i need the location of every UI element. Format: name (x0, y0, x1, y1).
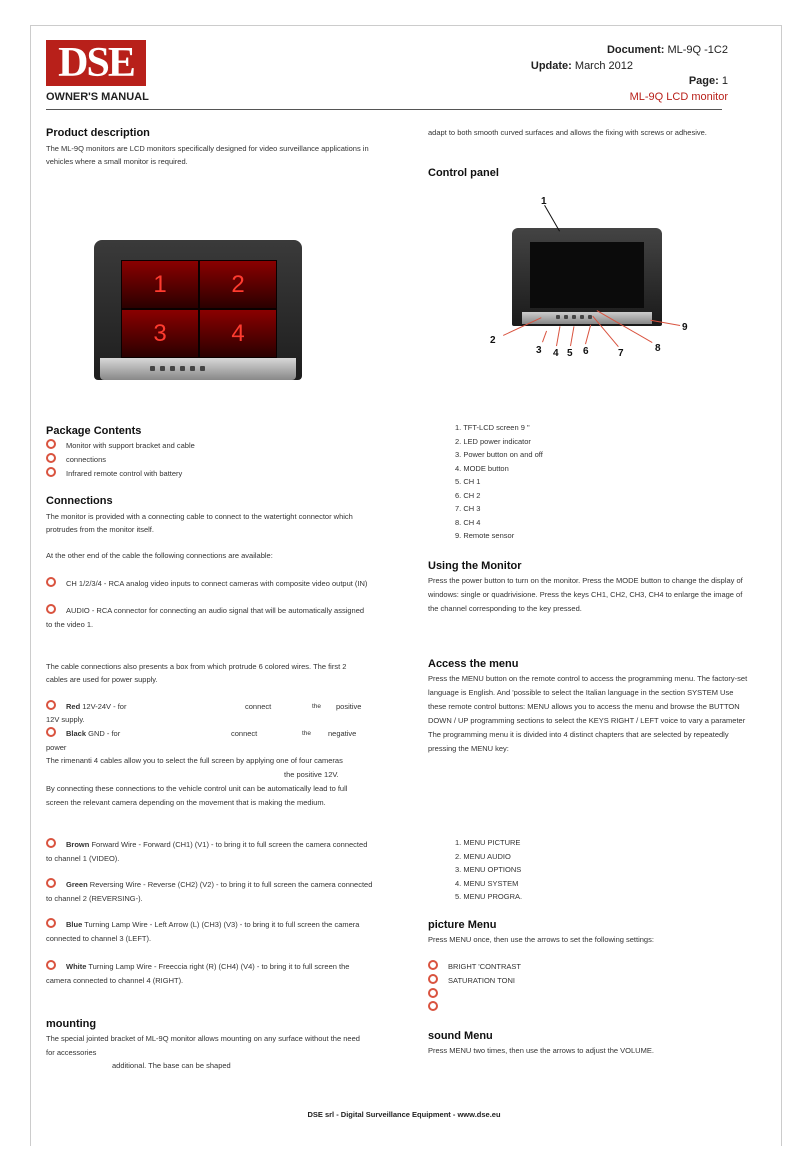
access-text-4: DOWN / UP programming sections to select the KEYS RIGHT / LEFT voice to vary a parameter (428, 716, 746, 725)
mount-text-2: for accessories (46, 1048, 97, 1057)
blue-label: Blue (66, 920, 83, 929)
menu-item: 5. MENU PROGRA. (455, 892, 523, 901)
menu-item: 2. MENU AUDIO (455, 851, 511, 861)
package-item-text: Infrared remote control with battery (66, 469, 183, 478)
conn-ch-text: CH 1/2/3/4 - RCA analog video inputs to connect cameras with composite video output (IN) (66, 579, 368, 588)
callout-9: 9 (682, 322, 688, 333)
package-item (46, 467, 182, 481)
black-text: GND - for (88, 729, 121, 738)
owners-manual-label: OWNER'S MANUAL (46, 91, 149, 103)
monitor-button (180, 366, 185, 371)
black-word-3: negative (328, 729, 357, 738)
red-word-2: the (312, 703, 322, 710)
brown-wire-item (46, 838, 367, 852)
callout-6: 6 (583, 346, 589, 357)
conn-ch-item (46, 577, 367, 591)
bullet-icon (46, 700, 56, 710)
red-text: 12V-24V - for (82, 702, 127, 711)
update-value: March 2012 (574, 60, 633, 72)
brown-label: Brown (66, 840, 90, 849)
white-wire-item (46, 960, 349, 974)
product-text-1: The ML-9Q monitors are LCD monitors specifically designed for video surveillance applications in (46, 144, 369, 153)
using-text-3: the channel corresponding to the key pressed. (428, 604, 582, 613)
monitor-button (170, 366, 175, 371)
bullet-icon (46, 439, 56, 449)
bullet-icon (46, 878, 56, 888)
black-wire-item (46, 727, 120, 741)
menu-list (455, 836, 522, 904)
access-text-2: language is English. And 'possible to select the Italian language in the section SYSTEM Use (428, 688, 734, 697)
callout-8: 8 (655, 343, 661, 354)
picture-item (428, 1001, 448, 1015)
picture-item-text: SATURATION TONI (448, 976, 515, 985)
update-label: Update: (530, 60, 572, 72)
red-label: Red (66, 702, 81, 711)
using-text-2: windows: single or quadrivisione. Press the keys CH1, CH2, CH3, CH4 to enlarge the image of (428, 590, 743, 599)
control-item: 1. TFT-LCD screen 9 " (455, 423, 530, 432)
product-title: Product description (46, 127, 150, 139)
bullet-icon (46, 727, 56, 737)
control-panel-monitor (512, 228, 662, 326)
sound-text: Press MENU two times, then use the arrows to adjust the VOLUME. (428, 1046, 654, 1055)
rim-text-3: By connecting these connections to the vehicle control unit can be automatically lead to full (46, 784, 348, 793)
connections-title: Connections (46, 495, 113, 507)
model-label: ML-9Q LCD monitor (629, 91, 728, 103)
package-item (46, 453, 106, 467)
conn-audio-text: AUDIO - RCA connector for connecting an audio signal that will be automatically assigned (66, 606, 365, 615)
rim-text-4: screen the relevant camera depending on the movement that is making the medium. (46, 798, 326, 807)
document-value: ML-9Q -1C2 (667, 44, 728, 56)
red-wire-item (46, 700, 126, 714)
update-line (531, 60, 633, 72)
monitor-base (100, 358, 296, 380)
black-word-1: connect (231, 729, 258, 738)
control-item: 7. CH 3 (455, 504, 481, 513)
quad-3: 3 (122, 310, 198, 357)
blue-wire-item (46, 918, 359, 932)
picture-item-text: BRIGHT 'CONTRAST (448, 962, 521, 971)
document-label: Document: (606, 44, 665, 56)
footer: DSE srl - Digital Surveillance Equipment - www.dse.eu (307, 1110, 501, 1119)
sound-title: sound Menu (428, 1030, 493, 1042)
bullet-icon (428, 1001, 438, 1011)
quad-2: 2 (200, 261, 276, 308)
header-divider (46, 109, 722, 110)
green-wire-item (46, 878, 372, 892)
monitor-button (190, 366, 195, 371)
cable-text-2: cables are used for power supply. (46, 675, 158, 684)
red-word-1: connect (245, 702, 272, 711)
monitor-quad-image (94, 240, 302, 380)
using-text-1: Press the power button to turn on the monitor. Press the MODE button to change the display of (428, 576, 743, 585)
white-text: Turning Lamp Wire - Freeccia right (R) (CH4) (V4) - to bring it to full screen the (88, 962, 350, 971)
picture-text: Press MENU once, then use the arrows to set the following settings: (428, 935, 654, 944)
page-line (689, 75, 728, 87)
green-label: Green (66, 880, 88, 889)
green-text: Reversing Wire - Reverse (CH2) (V2) - to bring it to full screen the camera connected (89, 880, 373, 889)
callout-3: 3 (536, 345, 542, 356)
page-label: Page: (688, 75, 719, 87)
picture-item (428, 960, 521, 974)
control-list (455, 421, 543, 543)
red-text-2: 12V supply. (46, 715, 85, 724)
monitor-button (200, 366, 205, 371)
control-item: 2. LED power indicator (455, 436, 531, 446)
callout-1: 1 (541, 196, 547, 207)
control-title: Control panel (428, 167, 499, 179)
green-text-2: to channel 2 (REVERSING-). (46, 894, 143, 903)
control-item: 4. MODE button (455, 463, 509, 473)
bullet-icon (46, 577, 56, 587)
cable-text-1: The cable connections also presents a box from which protrude 6 colored wires. The first 2 (46, 662, 347, 671)
conn-audio-text-2: to the video 1. (46, 620, 94, 629)
access-text-6: pressing the MENU key: (428, 744, 509, 753)
callout-5: 5 (567, 348, 573, 359)
brown-text: Forward Wire - Forward (CH1) (V1) - to bring it to full screen the camera connected (91, 840, 368, 849)
rim-text-1: The rimenanti 4 cables allow you to select the full screen by applying one of four cameras (46, 756, 343, 765)
black-word-2: the (302, 730, 312, 737)
conn-text-3: At the other end of the cable the following connections are available: (46, 551, 273, 560)
quad-4: 4 (200, 310, 276, 357)
panel-button (580, 315, 584, 319)
callout-4: 4 (553, 348, 559, 359)
picture-title: picture Menu (428, 919, 497, 931)
control-item: 3. Power button on and off (455, 450, 543, 459)
picture-item (428, 974, 515, 988)
dse-logo: DSE (46, 40, 146, 86)
control-item: 6. CH 2 (455, 490, 481, 500)
white-label: White (66, 962, 87, 971)
control-item: 8. CH 4 (455, 517, 481, 527)
conn-text-2: protrudes from the monitor itself. (46, 525, 154, 534)
white-text-2: camera connected to channel 4 (RIGHT). (46, 976, 184, 985)
blue-text-2: connected to channel 3 (LEFT). (46, 934, 152, 943)
bullet-icon (46, 918, 56, 928)
access-title: Access the menu (428, 658, 519, 670)
right-top-text: adapt to both smooth curved surfaces and allows the fixing with screws or adhesive. (428, 128, 707, 137)
control-monitor-screen (530, 242, 644, 308)
monitor-button (160, 366, 165, 371)
menu-item: 1. MENU PICTURE (455, 838, 521, 847)
using-title: Using the Monitor (428, 560, 522, 572)
access-text-5: The programming menu it is divided into 4 distinct chapters that are selected by repeatedly (428, 730, 729, 739)
menu-item: 4. MENU SYSTEM (455, 878, 519, 888)
conn-audio-item (46, 604, 364, 618)
bullet-icon (46, 453, 56, 463)
picture-item (428, 988, 448, 1002)
package-item (46, 439, 195, 453)
callout-2: 2 (490, 335, 496, 346)
bullet-icon (428, 960, 438, 970)
bullet-icon (428, 988, 438, 998)
page-value: 1 (721, 75, 728, 87)
panel-button (564, 315, 568, 319)
panel-button (572, 315, 576, 319)
red-word-3: positive (336, 702, 362, 711)
blue-text: Turning Lamp Wire - Left Arrow (L) (CH3) (V3) - to bring it to full screen the camera (84, 920, 360, 929)
bullet-icon (46, 604, 56, 614)
brown-text-2: to channel 1 (VIDEO). (46, 854, 120, 863)
panel-button (556, 315, 560, 319)
package-title: Package Contents (46, 425, 142, 437)
package-item-text: connections (66, 455, 107, 464)
menu-item: 3. MENU OPTIONS (455, 865, 522, 874)
control-item: 5. CH 1 (455, 477, 481, 486)
mount-text-3: additional. The base can be shaped (112, 1061, 231, 1070)
black-label: Black (66, 729, 87, 738)
control-item: 9. Remote sensor (455, 531, 515, 540)
bullet-icon (46, 467, 56, 477)
access-text-3: these remote control buttons: MENU allows you to access the menu and browse the BUTTON (428, 702, 740, 711)
access-text-1: Press the MENU button on the remote control to access the programming menu. The factory-set (428, 674, 748, 683)
conn-text-1: The monitor is provided with a connecting cable to connect to the watertight connector which (46, 512, 353, 521)
mounting-title: mounting (46, 1018, 97, 1030)
document-line (607, 44, 728, 56)
rim-text-2: the positive 12V. (284, 770, 339, 779)
package-item-text: Monitor with support bracket and cable (66, 441, 195, 450)
bullet-icon (46, 838, 56, 848)
mount-text-1: The special jointed bracket of ML-9Q monitor allows mounting on any surface without the need (46, 1034, 360, 1043)
quad-1: 1 (122, 261, 198, 308)
bullet-icon (428, 974, 438, 984)
monitor-button (150, 366, 155, 371)
monitor-screen (121, 260, 277, 358)
callout-7: 7 (618, 348, 624, 359)
black-text-2: power (46, 743, 67, 752)
bullet-icon (46, 960, 56, 970)
product-text-2: vehicles where a small monitor is required. (46, 157, 188, 166)
